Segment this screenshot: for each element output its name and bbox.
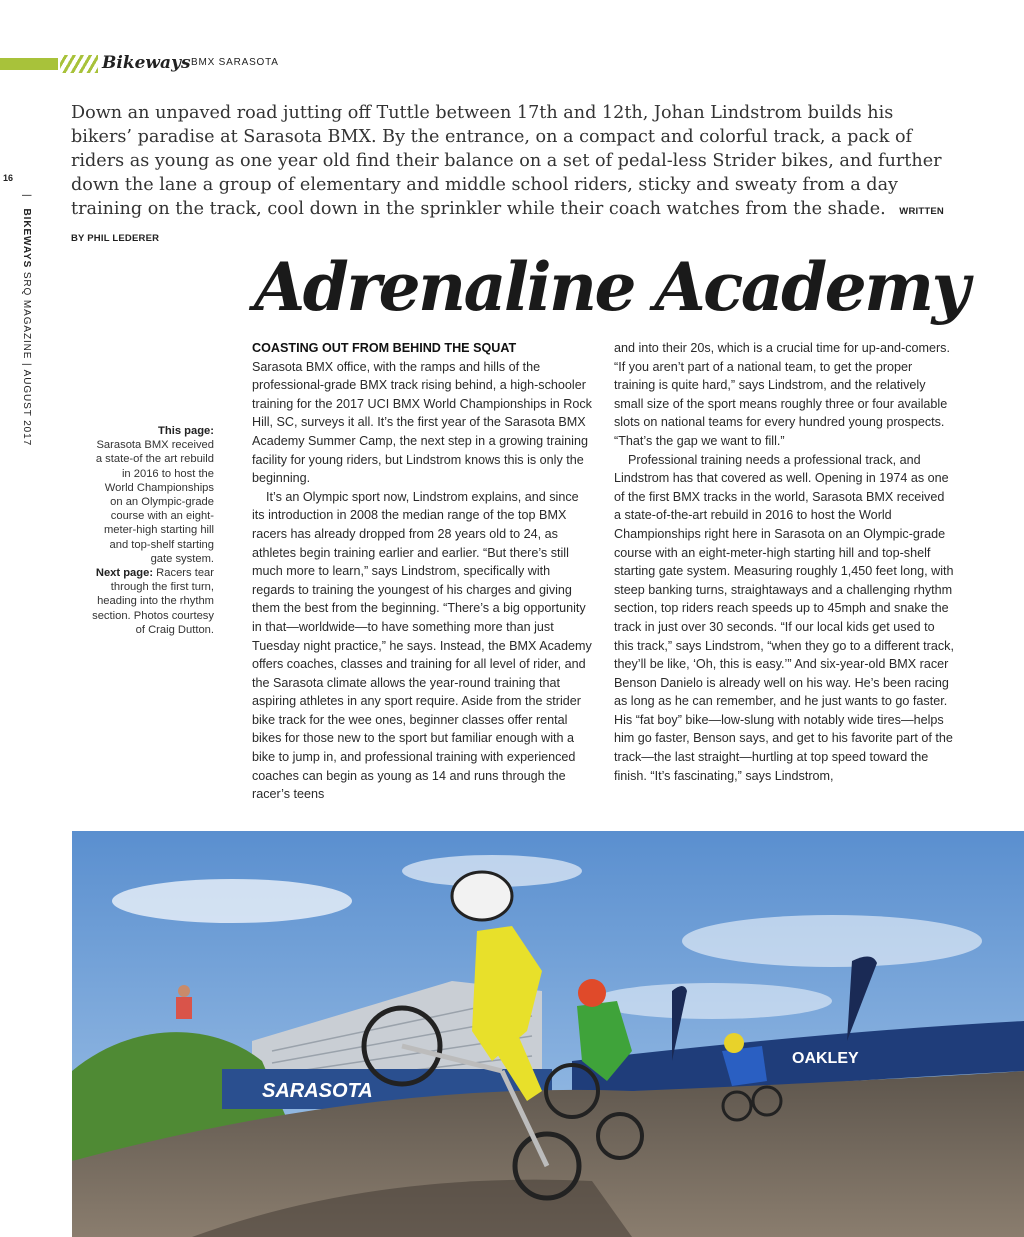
cloud <box>682 915 982 967</box>
article-paragraph: Professional training needs a professional track, and Lindstrom has that covered as well. Opening in 1974 as one of the first BMX tracks in the world, Sarasota BMX received a state-of-the-art rebuild in 2016 to host the World Championships right here in Sarasota on an Olympic-grade course with an eight-meter-high starting hill and top-shelf starting gate system. Measuring roughly 1,450 feet long, with steep banking turns, straightaways and a challenging rhythm section, top riders reach speeds up to 45mph and snake the track in just over 30 seconds. “If our local kids get used to this track,” says Lindstrom, “when they go to a different track, they’ll be like, ‘Oh, this is easy.’” And six-year-old BMX racer Benson Danielo is already well on his way. He’s been racing as long as he can remember, and he just wants to go faster. His “fat boy” bike—low-slung with notably wide tires—helps him go faster, Benson says, and get to his favorite part of the track—the last straight—hurtling at top speed toward the finish. “It’s fascinating,” says Lindstrom, <box>614 452 954 783</box>
bmx-photo <box>72 831 1024 1237</box>
folio-sep: | <box>21 194 32 198</box>
section-name: Bikeways <box>102 53 191 73</box>
article-title: Adrenaline Academy <box>254 248 968 326</box>
intro-paragraph <box>71 101 951 251</box>
accent-bar <box>0 58 58 70</box>
helmet <box>452 872 512 920</box>
cloud <box>112 879 352 923</box>
banner-text: SARASOTA <box>262 1080 373 1102</box>
accent-stripes <box>60 55 98 73</box>
fence-text: OAKLEY <box>792 1050 859 1067</box>
folio-section: BIKEWAYS <box>21 208 32 269</box>
spectator <box>176 997 192 1019</box>
article-paragraph: It’s an Olympic sport now, Lindstrom explains, and since its introduction in 2008 the median range of the top BMX racers has already dropped from 28 years old to 24, as athletes begin training earlier and earlier. “But there’s still much more to learn,” says Lindstrom, specifically with regards to training the youngest of his charges and giving them the best from the beginning. “There’s a big opportunity in that—worldwide—to have something more than just Tuesday night practice,” he says. Instead, the BMX Academy offers coaches, classes and training for all level of rider, and the Sarasota climate allows the year-round training that aspiring athletes in any sport require. Aside from the strider bike track for the wee ones, beginner classes offer rental bikes for those new to the sport but familiar enough with a bike to jump in, and professional training with experienced coaches can begin as young as 14 and runs through the racer’s teens <box>252 489 592 802</box>
caption-next-label: Next page: <box>95 567 154 580</box>
byline: WRITTEN BY PHIL LEDERER <box>71 206 944 244</box>
section-subtitle: BMX SARASOTA <box>191 57 279 68</box>
folio-publication: SRQ MAGAZINE | AUGUST 2017 <box>21 268 32 447</box>
article-subhead: COASTING OUT FROM BEHIND THE SQUAT <box>252 341 517 355</box>
caption-this-text: Sarasota BMX received a state-of the art rebuild in 2016 to host the World Championships on an Olympic-grade course with an eight-meter-high starting hill and top-shelf starting gate system. <box>95 439 214 565</box>
page-number: 16 <box>2 173 13 183</box>
article-paragraph: Sarasota BMX office, with the ramps and hills of the professional-grade BMX track rising behind, a high-schooler training for the 2017 UCI BMX World Championships in Rock Hill, SC, surveys it all. It’s the first year of the Sarasota BMX Academy Summer Camp, the next step in a growing training facility for young riders, but Lindstrom knows this is only the beginning. <box>252 359 592 486</box>
caption-next-text: Racers tear through the first turn, heading into the rhythm section. Photos courtesy of Craig Dutton. <box>92 567 214 636</box>
section-header <box>0 53 400 75</box>
folio-text <box>21 194 32 446</box>
caption-this-label: This page: <box>158 425 214 437</box>
article-column-left <box>252 339 592 804</box>
cloud <box>592 983 832 1019</box>
helmet <box>578 979 606 1007</box>
spectator <box>178 985 190 997</box>
photo-caption <box>90 424 214 637</box>
article-column-right <box>614 339 954 785</box>
helmet <box>724 1033 744 1053</box>
article-paragraph: and into their 20s, which is a crucial time for up-and-comers. “If you aren’t part of a national team, to get the proper training is quite hard,” says Lindstrom, and the relatively small size of the sport means roughly three or four available slots on national teams for every hundred young prospects. “That’s the gap we want to fill.” <box>614 341 950 448</box>
intro-text: Down an unpaved road jutting off Tuttle between 17th and 12th, Johan Lindstrom builds his bikers’ paradise at Sarasota BMX. By the entrance, on a compact and colorful track, a pack of riders as young as one year old find their balance on a set of pedal-less Strider bikes, and further down the lane a group of elementary and middle school riders, sticky and sweaty from a day training on the track, cool down in the sprinkler while their coach watches from the shade. <box>71 103 942 219</box>
